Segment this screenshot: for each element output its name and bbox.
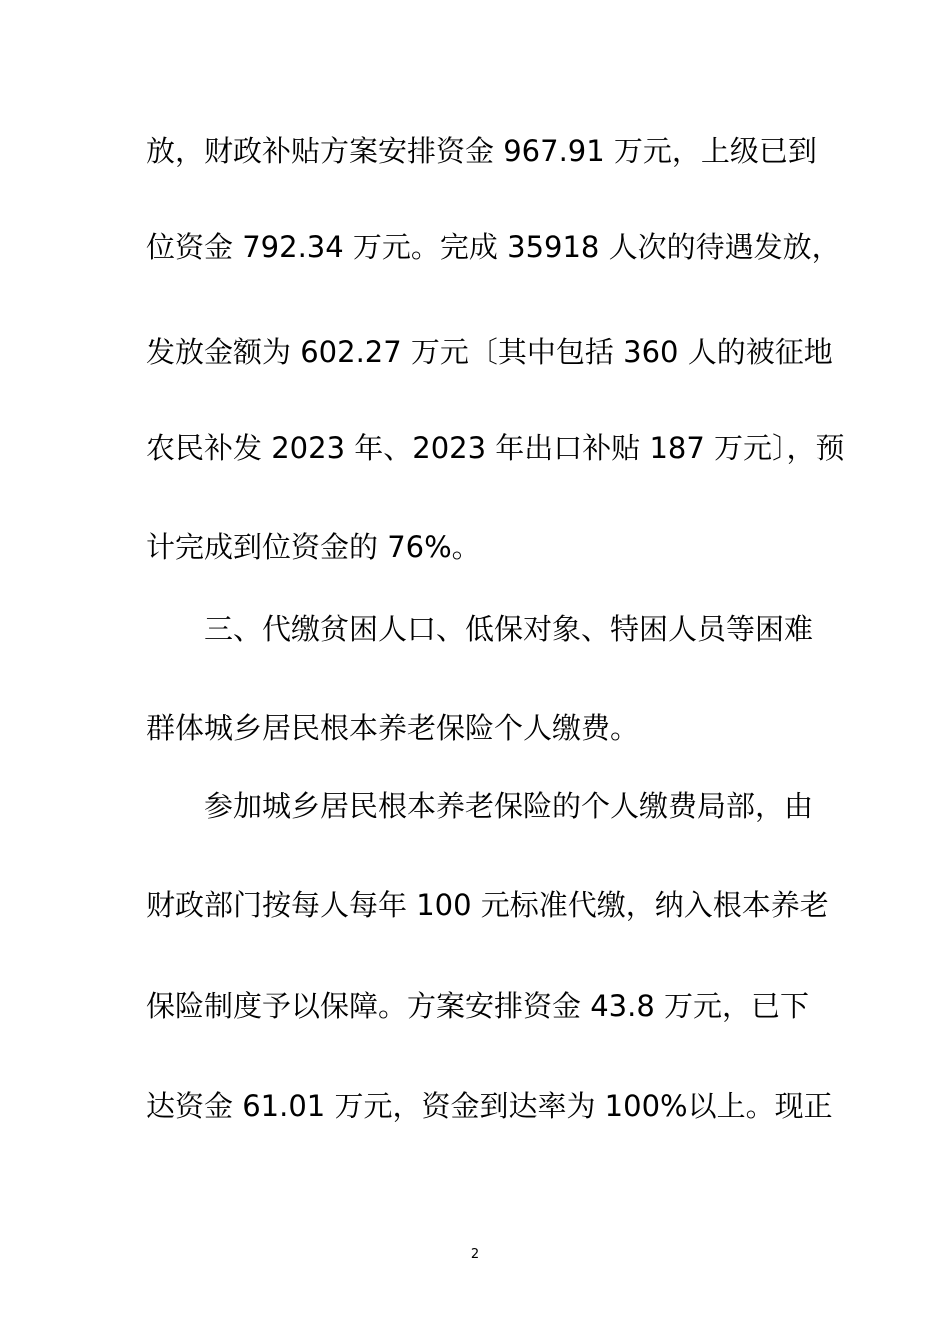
text-line-8: 参加城乡居民根本养老保险的个人缴费局部，由	[204, 789, 814, 823]
text-line-1: 放，财政补贴方案安排资金 967.91 万元，上级已到	[146, 134, 817, 168]
section-heading-line-2: 群体城乡居民根本养老保险个人缴费。	[146, 711, 640, 745]
text-line-10: 保险制度予以保障。方案安排资金 43.8 万元，已下	[146, 989, 810, 1023]
text-line-9: 财政部门按每人每年 100 元标准代缴，纳入根本养老	[146, 888, 829, 922]
text-line-4: 农民补发 2023 年、2023 年出口补贴 187 万元〕，预	[146, 431, 845, 465]
text-line-3: 发放金额为 602.27 万元〔其中包括 360 人的被征地	[146, 335, 833, 369]
text-line-11: 达资金 61.01 万元，资金到达率为 100%以上。现正	[146, 1089, 833, 1123]
text-line-5: 计完成到位资金的 76%。	[146, 530, 481, 564]
section-heading-line-1: 三、代缴贫困人口、低保对象、特困人员等困难	[204, 612, 814, 646]
page-number: 2	[470, 1247, 480, 1262]
text-line-2: 位资金 792.34 万元。完成 35918 人次的待遇发放，	[146, 230, 841, 264]
